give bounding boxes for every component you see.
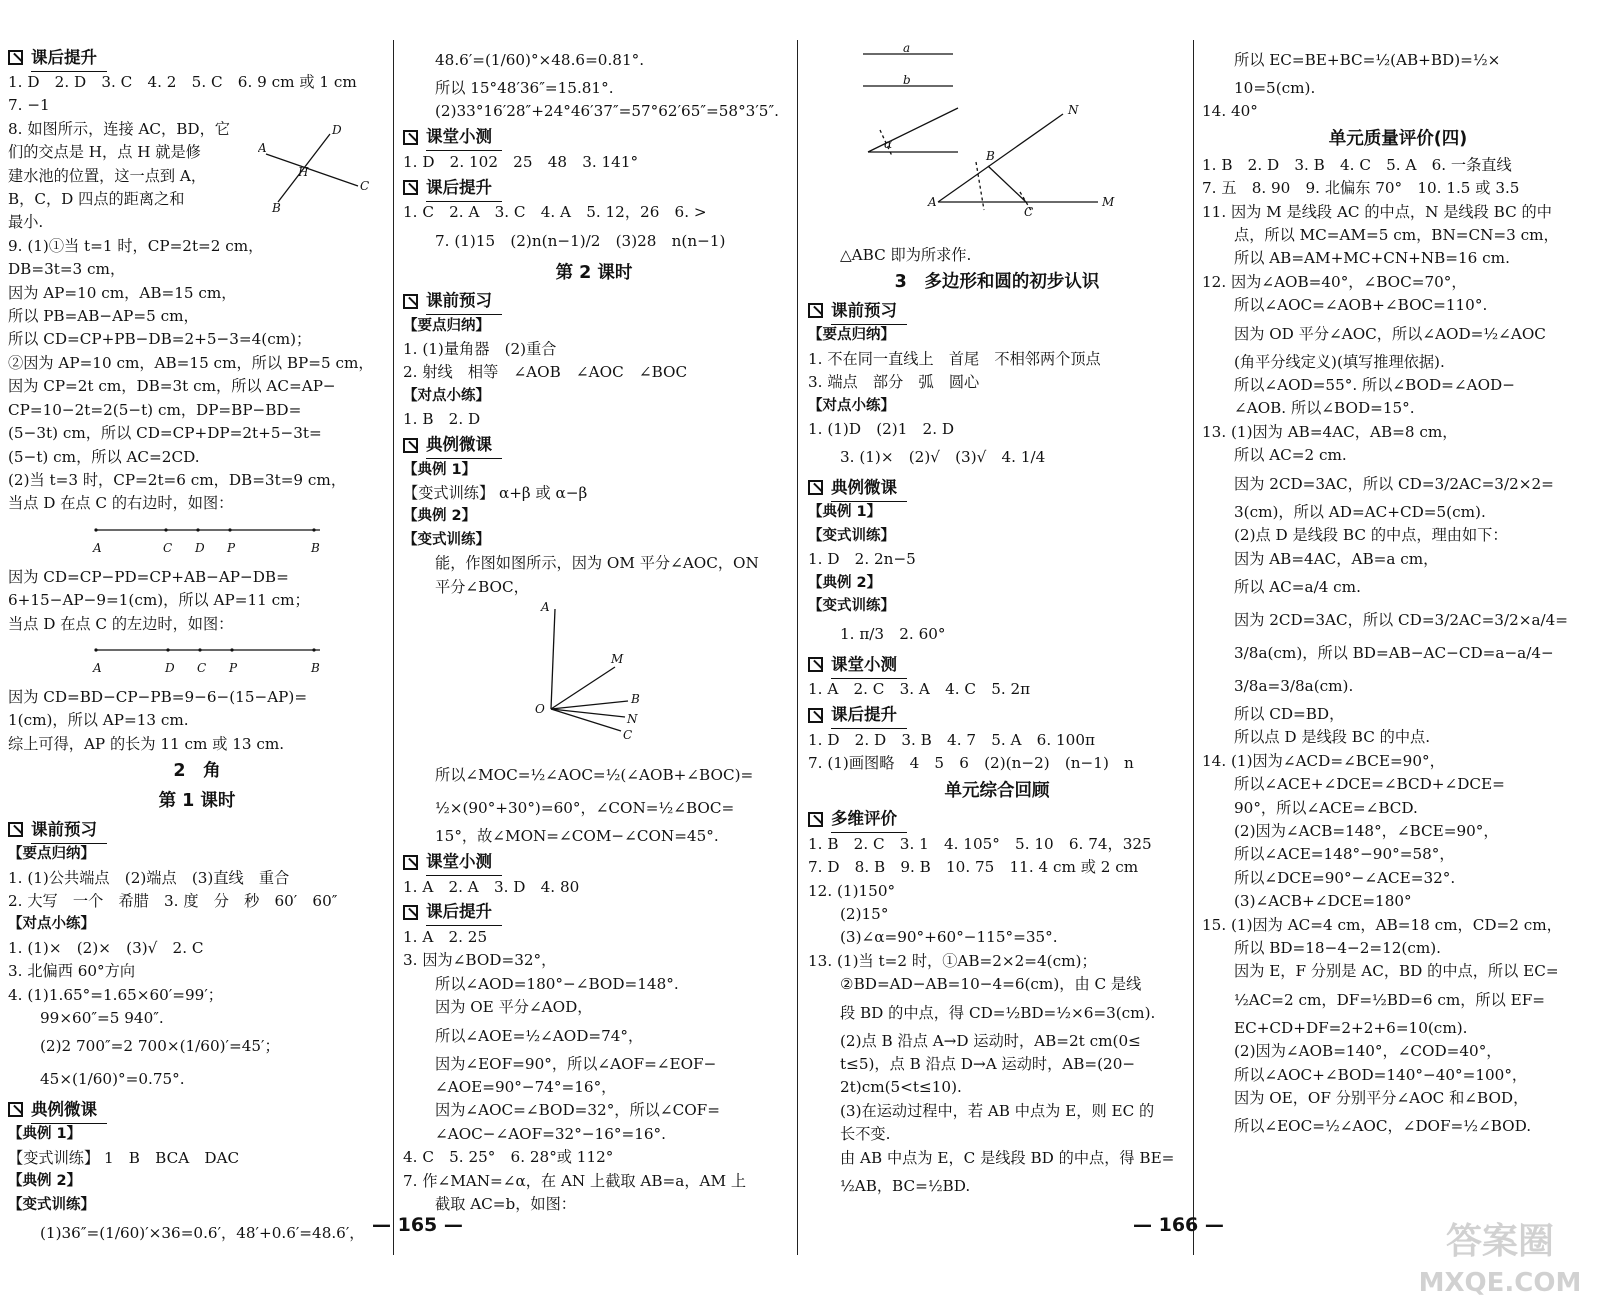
answer-line: 因为 OE，OF 分别平分∠AOC 和∠BOD，: [1234, 1089, 1529, 1107]
section-title: 单元质量评价(四): [1328, 128, 1468, 149]
segment-point-label: B: [311, 540, 320, 555]
answer-line: 8. 如图所示，连接 AC，BD，它: [8, 119, 230, 138]
section-check-icon: [8, 822, 23, 837]
triangle-point-label: M: [1102, 195, 1115, 209]
section-check-icon: [403, 855, 418, 870]
section-check-icon: [403, 294, 418, 309]
answer-line: 们的交点是 H，点 H 就是修: [8, 143, 201, 162]
answer-line: 所以 AB=AM+MC+CN+NB=16 cm.: [1234, 249, 1510, 268]
answer-line: 3/8a(cm)，所以 BD=AB−AC−CD=a−a/4−: [1234, 643, 1554, 662]
section-check-icon: [808, 303, 823, 318]
column-2: [403, 44, 785, 1244]
answer-line: 12. 因为∠AOB=40°，∠BOC=70°，: [1202, 272, 1467, 291]
subsection-label: 【对点小练】: [403, 387, 490, 404]
answer-line: 所以 CD=CP+PB−DB=2+5−3=4(cm)；: [8, 330, 312, 349]
section-check-icon: [808, 480, 823, 495]
answer-line: 所以∠AOD=180°−∠BOD=148°.: [435, 974, 679, 993]
section-heading: [403, 849, 785, 876]
section-check-icon: [403, 438, 418, 453]
section-heading: [403, 432, 785, 459]
answer-line: △ABC 即为所求作.: [840, 246, 972, 264]
section-heading: [808, 806, 1186, 833]
answer-line: 所以∠DCE=90°−∠ACE=32°.: [1234, 868, 1456, 887]
answer-line: (3)∠ACB+∠DCE=180°: [1234, 892, 1412, 911]
column-4: [1202, 44, 1594, 1244]
segment-point: [196, 528, 199, 531]
answer-line: 所以∠ACE+∠DCE=∠BCD+∠DCE=: [1234, 775, 1505, 794]
answer-line: 1. (1)量角器 (2)重合: [403, 340, 557, 359]
segment-point: [312, 648, 315, 651]
answer-line: 1. A 2. C 3. A 4. C 5. 2π: [808, 680, 1031, 699]
angle-diagram: [403, 599, 783, 759]
segment-label-b: b: [903, 73, 911, 87]
answer-line: 7. 作∠MAN=∠α，在 AN 上截取 AB=a，AM 上: [403, 1171, 747, 1190]
column-divider: [797, 40, 798, 1255]
answer-line: 所以 BD=18−4−2=12(cm).: [1234, 938, 1442, 957]
answer-line: 因为 E，F 分别是 AC，BD 的中点，所以 EC=: [1234, 962, 1559, 981]
answer-line: 1. A 2. 25: [403, 927, 488, 946]
answer-line: 4. C 5. 25° 6. 28°或 112°: [403, 1148, 614, 1167]
page-number-right: — 166 —: [1133, 1214, 1224, 1236]
section-check-icon: [808, 812, 823, 827]
answer-line: 3. 因为∠BOD=32°，: [403, 951, 557, 970]
subsection-label: 【对点小练】: [808, 397, 895, 414]
answer-line: (1)36″=(1/60)′×36=0.6′，48′+0.6′=48.6′，: [40, 1224, 365, 1243]
section-heading-text: 课前预习: [31, 816, 107, 844]
answer-line: (2)2 700″=2 700×(1/60)′=45′；: [40, 1037, 280, 1056]
segment-point: [94, 528, 97, 531]
answer-line: 1. B 2. C 3. 1 4. 105° 5. 10 6. 74，325: [808, 834, 1152, 853]
section-check-icon: [8, 1102, 23, 1117]
answer-line: 所以 AC=a/4 cm.: [1234, 577, 1361, 596]
answer-line: (2)点 B 沿点 A→D 运动时，AB=2t cm(0≤: [840, 1031, 1141, 1050]
answer-line: t≤5)，点 B 沿点 D→A 运动时，AB=(20−: [840, 1054, 1136, 1073]
subsection-label: 【典例 1】: [8, 1126, 82, 1143]
svg-text:MXQE.COM: MXQE.COM: [1418, 1268, 1582, 1298]
subsection-label: 【变式训练】: [808, 527, 895, 544]
answer-line: 7. (1)15 (2)n(n−1)/2 (3)28 n(n−1): [435, 231, 726, 250]
answer-line: 1. (1)× (2)× (3)√ 2. C: [8, 938, 204, 957]
cross-point-label: A: [258, 141, 267, 155]
section-title: 3 多边形和圆的初步认识: [894, 272, 1100, 293]
cross-lines-figure: [258, 124, 378, 221]
answer-line: 99×60″=5 940″.: [40, 1009, 164, 1027]
triangle-point-label: B: [986, 149, 995, 163]
answer-line: 因为 AB=4AC，AB=a cm，: [1234, 549, 1439, 568]
answer-line: (2)当 t=3 时，CP=2t=6 cm，DB=3t=9 cm，: [8, 470, 347, 489]
answer-line: 因为 2CD=3AC，所以 CD=3/2AC=3/2×a/4=: [1234, 610, 1569, 629]
answer-line: 11. 因为 M 是线段 AC 的中点，N 是线段 BC 的中: [1202, 202, 1552, 221]
answer-line: DB=3t=3 cm，: [8, 260, 126, 279]
answer-line: 10=5(cm).: [1234, 79, 1316, 97]
segment-point: [198, 648, 201, 651]
answer-line: 段 BD 的中点，得 CD=½BD=½×6=3(cm).: [840, 1003, 1156, 1022]
section-heading-text: 典例微课: [31, 1096, 107, 1124]
section-check-icon: [403, 130, 418, 145]
answer-line: 截取 AC=b，如图：: [435, 1194, 576, 1213]
watermark-logo: [1408, 1205, 1593, 1305]
section-check-icon: [8, 50, 23, 65]
answer-line: 2. 大写 一个 希腊 3. 度 分 秒 60′ 60″: [8, 891, 338, 910]
answer-line: 3(cm)，所以 AD=AC+CD=5(cm).: [1234, 502, 1486, 521]
subsection-label: 【变式训练】: [808, 598, 895, 615]
answer-line: 所以 EC=BE+BC=½(AB+BD)=½×: [1234, 51, 1501, 69]
answer-line: ½×(90°+30°)=60°，∠CON=½∠BOC=: [435, 799, 735, 818]
answer-line: 6+15−AP−9=1(cm)，所以 AP=11 cm；: [8, 591, 310, 610]
answer-line: 所以∠EOC=½∠AOC，∠DOF=½∠BOD.: [1234, 1117, 1532, 1136]
answer-line: 13. (1)因为 AB=4AC，AB=8 cm，: [1202, 422, 1458, 441]
answer-line: 1. D 2. 102 25 48 3. 141°: [403, 152, 639, 171]
section-check-icon: [808, 708, 823, 723]
section-check-icon: [403, 905, 418, 920]
answer-line: (2)因为∠ACB=148°，∠BCE=90°，: [1234, 821, 1499, 840]
section-check-icon: [808, 657, 823, 672]
answer-line: 2t)cm(5<t≤10).: [840, 1078, 962, 1097]
subsection-label: 【典例 2】: [808, 574, 882, 591]
section-heading: [403, 124, 785, 151]
cross-point-label: B: [272, 201, 281, 214]
answer-line: 所以∠AOD=55°. 所以∠BOD=∠AOD−: [1234, 376, 1515, 395]
angle-point-label: B: [631, 692, 640, 707]
subsection-label: 【典例 2】: [403, 508, 477, 525]
segment-point: [312, 528, 315, 531]
subsection-label: 【变式训练】: [8, 1196, 95, 1213]
segment-point: [228, 528, 231, 531]
answer-line: 14. (1)因为∠ACD=∠BCE=90°，: [1202, 751, 1445, 770]
answer-line: 1. (1)D (2)1 2. D: [808, 420, 955, 439]
segment-point-label: P: [227, 540, 236, 555]
answer-line: (3)∠α=90°+60°−115°=35°.: [840, 928, 1058, 947]
section-heading: [808, 297, 1186, 324]
seg2-diagram: [8, 636, 378, 686]
answer-line: 点，所以 MC=AM=5 cm，BN=CN=3 cm，: [1234, 226, 1559, 245]
answer-line: 所以∠AOE=½∠AOD=74°，: [435, 1026, 644, 1045]
answer-line: 当点 D 在点 C 的右边时，如图：: [8, 494, 234, 513]
angle-alpha-label: α: [884, 137, 893, 151]
segment-point-label: A: [93, 660, 102, 675]
cross-point-label: C: [360, 179, 370, 193]
section-title: 第 1 课时: [158, 791, 236, 812]
answer-line: 1. C 2. A 3. C 4. A 5. 12，26 6. >: [403, 203, 707, 222]
answer-line: 所以点 D 是线段 BC 的中点.: [1234, 728, 1431, 747]
section-heading-text: 课后提升: [31, 44, 107, 72]
segment-point-label: C: [163, 540, 173, 555]
angle-figure: [403, 599, 785, 759]
answer-line: 因为∠AOC=∠BOD=32°，所以∠COF=: [435, 1101, 720, 1120]
answer-line: 9. (1)①当 t=1 时，CP=2t=2 cm，: [8, 236, 264, 255]
answer-line: 3. 北偏西 60°方向: [8, 962, 136, 981]
ray-oa: [551, 609, 555, 709]
subsection-label: 【要点归纳】: [8, 846, 95, 863]
section-heading: [8, 44, 386, 71]
answer-line: ②BD=AD−AB=10−4=6(cm)，由 C 是线: [840, 975, 1142, 994]
column-divider: [1193, 40, 1194, 1255]
answer-line: 平分∠BOC，: [435, 577, 529, 596]
answer-line: 15. (1)因为 AC=4 cm，AB=18 cm，CD=2 cm，: [1202, 915, 1562, 934]
subsection-label: 【典例 2】: [8, 1173, 82, 1190]
triangle-point-label: N: [1068, 103, 1079, 117]
answer-line: 因为 CP=2t cm，DB=3t cm，所以 AC=AP−: [8, 377, 336, 396]
answer-line: 所以∠AOC=∠AOB+∠BOC=110°.: [1234, 296, 1488, 315]
section-heading: [403, 899, 785, 926]
cross-point-label: D: [332, 124, 342, 137]
answer-line: 45×(1/60)°=0.75°.: [40, 1070, 185, 1089]
answer-line: 3/8a=3/8a(cm).: [1234, 676, 1354, 695]
answer-line: 所以 CD=BD，: [1234, 704, 1345, 723]
answer-line: 【变式训练】 1 B BCA DAC: [8, 1148, 240, 1167]
answer-line: 4. (1)1.65°=1.65×60′=99′；: [8, 985, 223, 1004]
answer-line: 所以∠MOC=½∠AOC=½(∠AOB+∠BOC)=: [435, 766, 754, 785]
answer-line: 1. B 2. D 3. B 4. C 5. A 6. 一条直线: [1202, 155, 1512, 174]
answer-line: 1. π/3 2. 60°: [840, 625, 946, 644]
answer-line: 12. (1)150°: [808, 881, 896, 900]
answer-line: 3. (1)× (2)√ (3)√ 4. 1/4: [840, 448, 1046, 467]
section-heading: [8, 1096, 386, 1123]
segment-point-label: P: [229, 660, 238, 675]
answer-line: 因为 OD 平分∠AOC，所以∠AOD=½∠AOC: [1234, 324, 1546, 343]
subsection-label: 【对点小练】: [8, 916, 95, 933]
answer-line: ½AC=2 cm，DF=½BD=6 cm，所以 EF=: [1234, 990, 1545, 1009]
section-heading: [808, 474, 1186, 501]
angle-point-label: M: [611, 652, 624, 667]
angle-point-label: C: [623, 728, 633, 743]
answer-line: 7. −1: [8, 96, 50, 115]
segment-label-a: a: [903, 44, 911, 55]
answer-line: (5−t) cm，所以 AC=2CD.: [8, 447, 200, 466]
triangle-point-label: A: [928, 195, 937, 209]
page-number-left: — 165 —: [372, 1214, 463, 1236]
line-ac: [266, 154, 358, 186]
angle-arm: [868, 108, 958, 152]
subsection-label: 【变式训练】: [403, 531, 490, 548]
answer-line: 因为 AP=10 cm，AB=15 cm，: [8, 283, 237, 302]
section-heading: [403, 174, 785, 201]
answer-line: 7. D 8. B 9. B 10. 75 11. 4 cm 或 2 cm: [808, 858, 1139, 877]
answer-line: 所以∠ACE=148°−90°=58°，: [1234, 845, 1455, 864]
section-check-icon: [403, 180, 418, 195]
seg1-diagram: [8, 516, 378, 566]
answer-line: B，C，D 四点的距离之和: [8, 190, 185, 209]
segment-point-label: C: [197, 660, 207, 675]
answer-line: 1. B 2. D: [403, 410, 481, 429]
tri-figure: [808, 44, 1186, 244]
angle-point-label: N: [627, 712, 638, 727]
answer-line: CP=10−2t=2(5−t) cm，DP=BP−BD=: [8, 400, 302, 419]
section-heading: [8, 816, 386, 843]
answer-line: 7. (1)画图略 4 5 6 (2)(n−2) (n−1) n: [808, 754, 1134, 773]
answer-line: 3. 端点 部分 弧 圆心: [808, 373, 980, 392]
segment-point: [230, 648, 233, 651]
section-heading-text: 典例微课: [426, 431, 502, 459]
answer-line: ½AB，BC=½BD.: [840, 1176, 971, 1195]
answer-line: ∠AOC−∠AOF=32°−16°=16°.: [435, 1124, 666, 1143]
answer-line: (2)33°16′28″+24°46′37″=57°62′65″=58°3′5″.: [435, 102, 779, 121]
answer-line: 【变式训练】 α+β 或 α−β: [403, 484, 588, 503]
answer-line: (3)在运动过程中，若 AB 中点为 E，则 EC 的: [840, 1101, 1155, 1120]
section-heading: [808, 651, 1186, 678]
answer-line: 1. A 2. A 3. D 4. 80: [403, 877, 580, 896]
section-heading-text: 课前预习: [426, 287, 502, 315]
answer-line: 1. D 2. 2n−5: [808, 550, 916, 569]
answer-line: 14. 40°: [1202, 102, 1258, 121]
answer-line: ②因为 AP=10 cm，AB=15 cm，所以 BP=5 cm，: [8, 353, 374, 372]
ray-an: [938, 114, 1063, 202]
column-3: [808, 44, 1186, 1244]
answer-line: EC+CD+DF=2+2+6=10(cm).: [1234, 1018, 1468, 1037]
section-heading-text: 课后提升: [426, 174, 502, 202]
section-heading-text: 课堂小测: [426, 123, 502, 151]
answer-line: 因为 CD=BD−CP−PB=9−6−(15−AP)=: [8, 687, 308, 706]
answer-line: 建水池的位置，这一点到 A，: [8, 166, 207, 185]
answer-line: (2)点 D 是线段 BC 的中点，理由如下：: [1234, 526, 1508, 545]
section-heading-text: 课后提升: [831, 701, 907, 729]
answer-line: 1(cm)，所以 AP=13 cm.: [8, 711, 189, 730]
segment-point-label: D: [195, 540, 205, 555]
subsection-label: 【要点归纳】: [808, 327, 895, 344]
answer-line: 因为 CD=CP−PD=CP+AB−AP−DB=: [8, 567, 289, 586]
answer-line: 所以 AC=2 cm.: [1234, 446, 1347, 465]
answer-line: 1. D 2. D 3. B 4. 7 5. A 6. 100π: [808, 730, 1095, 749]
section-title: 单元综合回顾: [944, 780, 1050, 801]
subsection-label: 【典例 1】: [808, 504, 882, 521]
answer-line: 13. (1)当 t=2 时，①AB=2×2=4(cm)；: [808, 951, 1097, 970]
answer-line: (2)15°: [840, 904, 889, 923]
answer-line: 15°，故∠MON=∠COM−∠CON=45°.: [435, 827, 719, 846]
answer-line: 1. D 2. D 3. C 4. 2 5. C 6. 9 cm 或 1 cm: [8, 73, 357, 91]
segment-bc: [988, 166, 1026, 202]
answer-line: ∠AOE=90°−74°=16°，: [435, 1077, 617, 1096]
answer-line: (5−3t) cm，所以 CD=CP+DP=2t+5−3t=: [8, 424, 322, 443]
cross-point-label: H: [298, 165, 309, 179]
seg1-figure: [8, 516, 386, 566]
answer-line: (2)因为∠AOB=140°，∠COD=40°，: [1234, 1042, 1502, 1061]
segment-point: [94, 648, 97, 651]
seg2-figure: [8, 636, 386, 686]
section-heading-text: 课前预习: [831, 297, 907, 325]
svg-text:答案圈: 答案圈: [1445, 1221, 1555, 1262]
section-heading-text: 典例微课: [831, 474, 907, 502]
answer-line: 7. 五 8. 90 9. 北偏东 70° 10. 1.5 或 3.5: [1202, 179, 1520, 198]
section-heading: [808, 702, 1186, 729]
answer-line: 1. (1)公共端点 (2)端点 (3)直线 重合: [8, 868, 290, 887]
segment-point-label: A: [93, 540, 102, 555]
section-heading-text: 多维评价: [831, 805, 907, 833]
answer-line: 2. 射线 相等 ∠AOB ∠AOC ∠BOC: [403, 363, 688, 382]
tri-diagram: [808, 44, 1178, 244]
answer-line: 所以 PB=AB−AP=5 cm，: [8, 307, 199, 326]
column-1: [8, 44, 386, 1244]
answer-line: 由 AB 中点为 E，C 是线段 BD 的中点，得 BE=: [840, 1148, 1175, 1167]
section-heading-text: 课堂小测: [831, 651, 907, 679]
answer-line: 因为 OE 平分∠AOD，: [435, 998, 593, 1017]
answer-line: 90°，所以∠ACE=∠BCD.: [1234, 798, 1418, 817]
answer-line: 最小.: [8, 213, 44, 232]
subsection-label: 【要点归纳】: [403, 317, 490, 334]
answer-line: 因为∠EOF=90°，所以∠AOF=∠EOF−: [435, 1054, 717, 1073]
triangle-point-label: C: [1024, 205, 1034, 219]
section-heading: [403, 288, 785, 315]
segment-point: [166, 648, 169, 651]
answer-line: 能，作图如图所示，因为 OM 平分∠AOC，ON: [435, 554, 759, 573]
answer-line: 48.6′=(1/60)°×48.6=0.81°.: [435, 51, 645, 69]
cross-lines-diagram: [258, 124, 378, 214]
section-heading-text: 课堂小测: [426, 848, 502, 876]
column-divider: [393, 40, 394, 1255]
answer-line: (角平分线定义)(填写推理依据).: [1234, 352, 1445, 371]
answer-line: 所以 15°48′36″=15.81°.: [435, 79, 614, 97]
answer-line: 综上可得，AP 的长为 11 cm 或 13 cm.: [8, 734, 285, 753]
segment-point: [164, 528, 167, 531]
segment-point-label: D: [165, 660, 175, 675]
subsection-label: 【典例 1】: [403, 461, 477, 478]
answer-line: 所以∠AOC+∠BOD=140°−40°=100°，: [1234, 1065, 1528, 1084]
answer-line: 1. 不在同一直线上 首尾 不相邻两个顶点: [808, 349, 1101, 368]
segment-point-label: B: [311, 660, 320, 675]
section-title: 第 2 课时: [555, 262, 633, 283]
answer-line: 长不变.: [840, 1125, 891, 1144]
ray-ob: [551, 701, 628, 709]
angle-point-label: A: [541, 600, 550, 615]
answer-line: 当点 D 在点 C 的左边时，如图：: [8, 614, 234, 633]
angle-point-label: O: [535, 702, 545, 717]
section-title: 2 角: [173, 761, 221, 782]
answer-line: 因为 2CD=3AC，所以 CD=3/2AC=3/2×2=: [1234, 474, 1554, 493]
answer-line: ∠AOB. 所以∠BOD=15°.: [1234, 399, 1415, 418]
section-heading-text: 课后提升: [426, 898, 502, 926]
arc-construction: [976, 162, 984, 210]
